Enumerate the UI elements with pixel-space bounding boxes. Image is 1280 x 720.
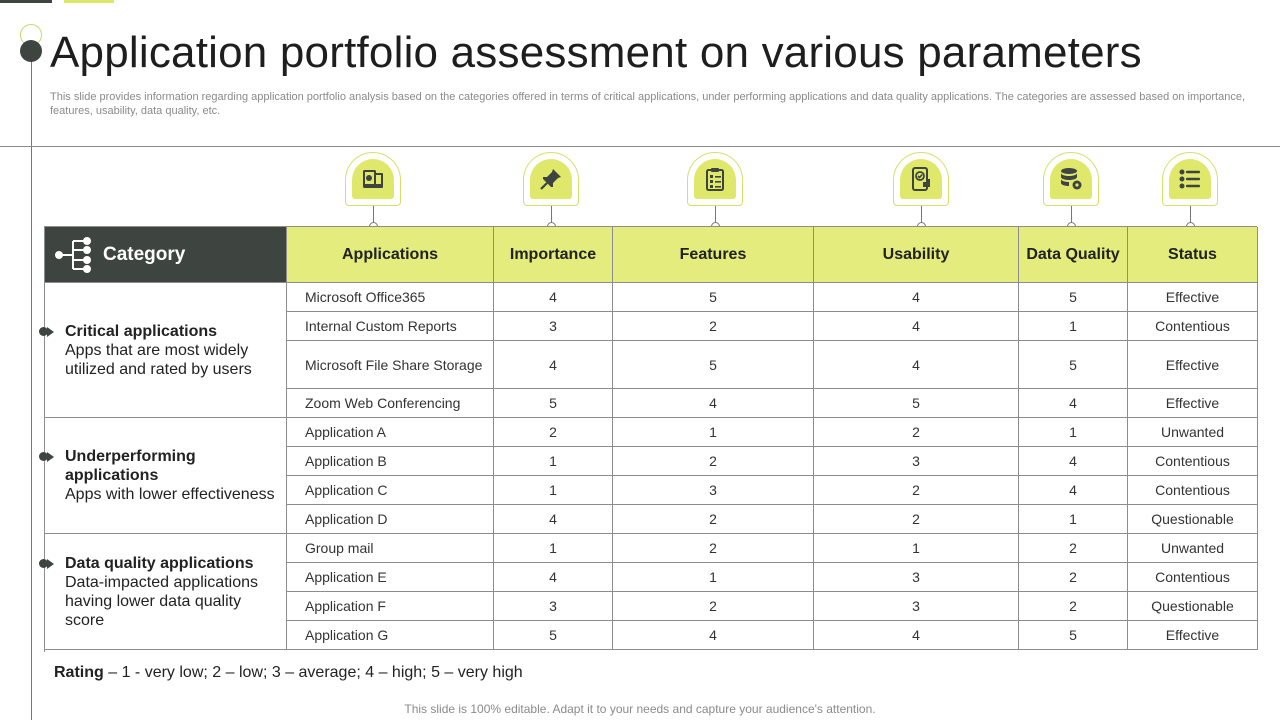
rating-cell: 4 (814, 341, 1019, 389)
rating-cell: 4 (814, 312, 1019, 341)
rating-cell: 2 (613, 505, 814, 534)
rating-cell: 4 (1019, 476, 1128, 505)
rating-cell: 1 (1019, 312, 1128, 341)
rating-cell: 4 (494, 283, 613, 312)
category-title: Data quality applications (65, 554, 254, 572)
rating-cell: 2 (814, 418, 1019, 447)
app-name-cell: Microsoft Office365 (287, 283, 494, 312)
assessment-table (44, 226, 1257, 652)
rating-cell: 5 (1019, 283, 1128, 312)
title-dot-icon (20, 40, 42, 62)
category-block-3 (45, 534, 287, 650)
rating-cell: 2 (814, 505, 1019, 534)
rating-cell: 2 (613, 592, 814, 621)
phone-thumbs-up-icon (900, 159, 942, 199)
icon-connector (1071, 206, 1072, 223)
app-name-cell: Zoom Web Conferencing (287, 389, 494, 418)
rating-cell: 5 (613, 341, 814, 389)
devices-icon (352, 159, 394, 199)
rating-cell: 5 (494, 621, 613, 650)
rating-cell: 5 (494, 389, 613, 418)
vertical-rule (31, 40, 32, 720)
icon-bubble-3 (687, 152, 743, 206)
rating-cell: 2 (814, 476, 1019, 505)
category-block-1 (45, 283, 287, 418)
app-name-cell: Application E (287, 563, 494, 592)
rating-cell: 4 (613, 621, 814, 650)
status-cell: Contentious (1128, 312, 1258, 341)
bullet-arrow-icon (39, 452, 57, 462)
pushpin-icon (530, 159, 572, 199)
rating-cell: 4 (814, 621, 1019, 650)
category-text (65, 322, 276, 379)
icon-bubble-4 (893, 152, 949, 206)
category-title: Critical applications (65, 322, 218, 340)
page-subtitle: This slide provides information regarding application portfolio analysis based on the categories offered in terms of critical applications, under performing applications and data quality applications. The categories are assessed based on importance, features, usability, data quality, etc. (50, 91, 1245, 117)
rating-cell: 5 (613, 283, 814, 312)
app-name-cell: Application A (287, 418, 494, 447)
column-header: Usability (814, 227, 1019, 283)
icon-bubble-2 (523, 152, 579, 206)
app-name-cell: Group mail (287, 534, 494, 563)
rating-cell: 1 (1019, 505, 1128, 534)
status-cell: Questionable (1128, 592, 1258, 621)
column-header: Status (1128, 227, 1258, 283)
icon-connector (373, 206, 374, 223)
icon-bubble-1 (345, 152, 401, 206)
rating-cell: 3 (814, 592, 1019, 621)
rating-cell: 1 (494, 447, 613, 476)
status-cell: Effective (1128, 621, 1258, 650)
rating-cell: 3 (814, 563, 1019, 592)
status-cell: Contentious (1128, 563, 1258, 592)
rating-cell: 4 (814, 283, 1019, 312)
rating-cell: 1 (494, 534, 613, 563)
status-cell: Effective (1128, 389, 1258, 418)
app-name-cell: Application B (287, 447, 494, 476)
rating-cell: 1 (613, 418, 814, 447)
top-accent-lime (64, 0, 114, 3)
page-title: Application portfolio assessment on various parameters (50, 28, 1142, 77)
rating-cell: 5 (814, 389, 1019, 418)
rating-text: – 1 - very low; 2 – low; 3 – average; 4 – high; 5 – very high (103, 664, 523, 681)
rating-cell: 2 (613, 447, 814, 476)
status-cell: Unwanted (1128, 534, 1258, 563)
bullet-arrow-icon (39, 327, 57, 337)
app-name-cell: Application G (287, 621, 494, 650)
rating-cell: 5 (1019, 621, 1128, 650)
rating-cell: 4 (494, 341, 613, 389)
rating-cell: 4 (494, 505, 613, 534)
rating-label: Rating (54, 664, 104, 681)
app-name-cell: Application D (287, 505, 494, 534)
category-description: Apps with lower effectiveness (65, 486, 275, 503)
rating-cell: 1 (814, 534, 1019, 563)
icon-connector (1190, 206, 1191, 223)
column-header: Features (613, 227, 814, 283)
rating-cell: 2 (613, 534, 814, 563)
checklist-icon (694, 159, 736, 199)
app-name-cell: Application C (287, 476, 494, 505)
footer-note: This slide is 100% editable. Adapt it to your needs and capture your audience's attention. (404, 702, 876, 716)
icon-connector (921, 206, 922, 223)
bullet-arrow-icon (39, 559, 57, 569)
icon-connector (551, 206, 552, 223)
rating-cell: 1 (494, 476, 613, 505)
rating-cell: 1 (613, 563, 814, 592)
rating-cell: 2 (1019, 534, 1128, 563)
rating-cell: 4 (613, 389, 814, 418)
category-text (65, 447, 276, 504)
rating-cell: 3 (814, 447, 1019, 476)
column-header: Importance (494, 227, 613, 283)
rating-cell: 3 (494, 592, 613, 621)
app-name-cell: Application F (287, 592, 494, 621)
app-name-cell: Microsoft File Share Storage (287, 341, 494, 389)
category-header: Category (45, 227, 287, 283)
hierarchy-icon (53, 234, 95, 276)
rating-cell: 3 (494, 312, 613, 341)
rating-cell: 2 (1019, 592, 1128, 621)
icon-connector (715, 206, 716, 223)
rating-cell: 2 (1019, 563, 1128, 592)
list-icon (1169, 159, 1211, 199)
header-divider (0, 146, 1280, 147)
column-header: Applications (287, 227, 494, 283)
category-block-2 (45, 418, 287, 534)
rating-cell: 1 (1019, 418, 1128, 447)
status-cell: Contentious (1128, 447, 1258, 476)
status-cell: Unwanted (1128, 418, 1258, 447)
rating-legend (54, 664, 523, 682)
status-cell: Effective (1128, 341, 1258, 389)
app-name-cell: Internal Custom Reports (287, 312, 494, 341)
category-title: Underperforming applications (65, 448, 196, 484)
icon-bubble-6 (1162, 152, 1218, 206)
icon-bubble-5 (1043, 152, 1099, 206)
database-gear-icon (1050, 159, 1092, 199)
category-description: Data-impacted applications having lower data quality score (65, 573, 258, 629)
rating-cell: 4 (1019, 389, 1128, 418)
top-accent-dark (0, 0, 52, 3)
rating-cell: 2 (613, 312, 814, 341)
status-cell: Effective (1128, 283, 1258, 312)
rating-cell: 2 (494, 418, 613, 447)
category-description: Apps that are most widely utilized and rated by users (65, 341, 252, 378)
category-text (65, 554, 276, 630)
rating-cell: 5 (1019, 341, 1128, 389)
status-cell: Questionable (1128, 505, 1258, 534)
rating-cell: 4 (494, 563, 613, 592)
rating-cell: 4 (1019, 447, 1128, 476)
rating-cell: 3 (613, 476, 814, 505)
column-header: Data Quality (1019, 227, 1128, 283)
status-cell: Contentious (1128, 476, 1258, 505)
